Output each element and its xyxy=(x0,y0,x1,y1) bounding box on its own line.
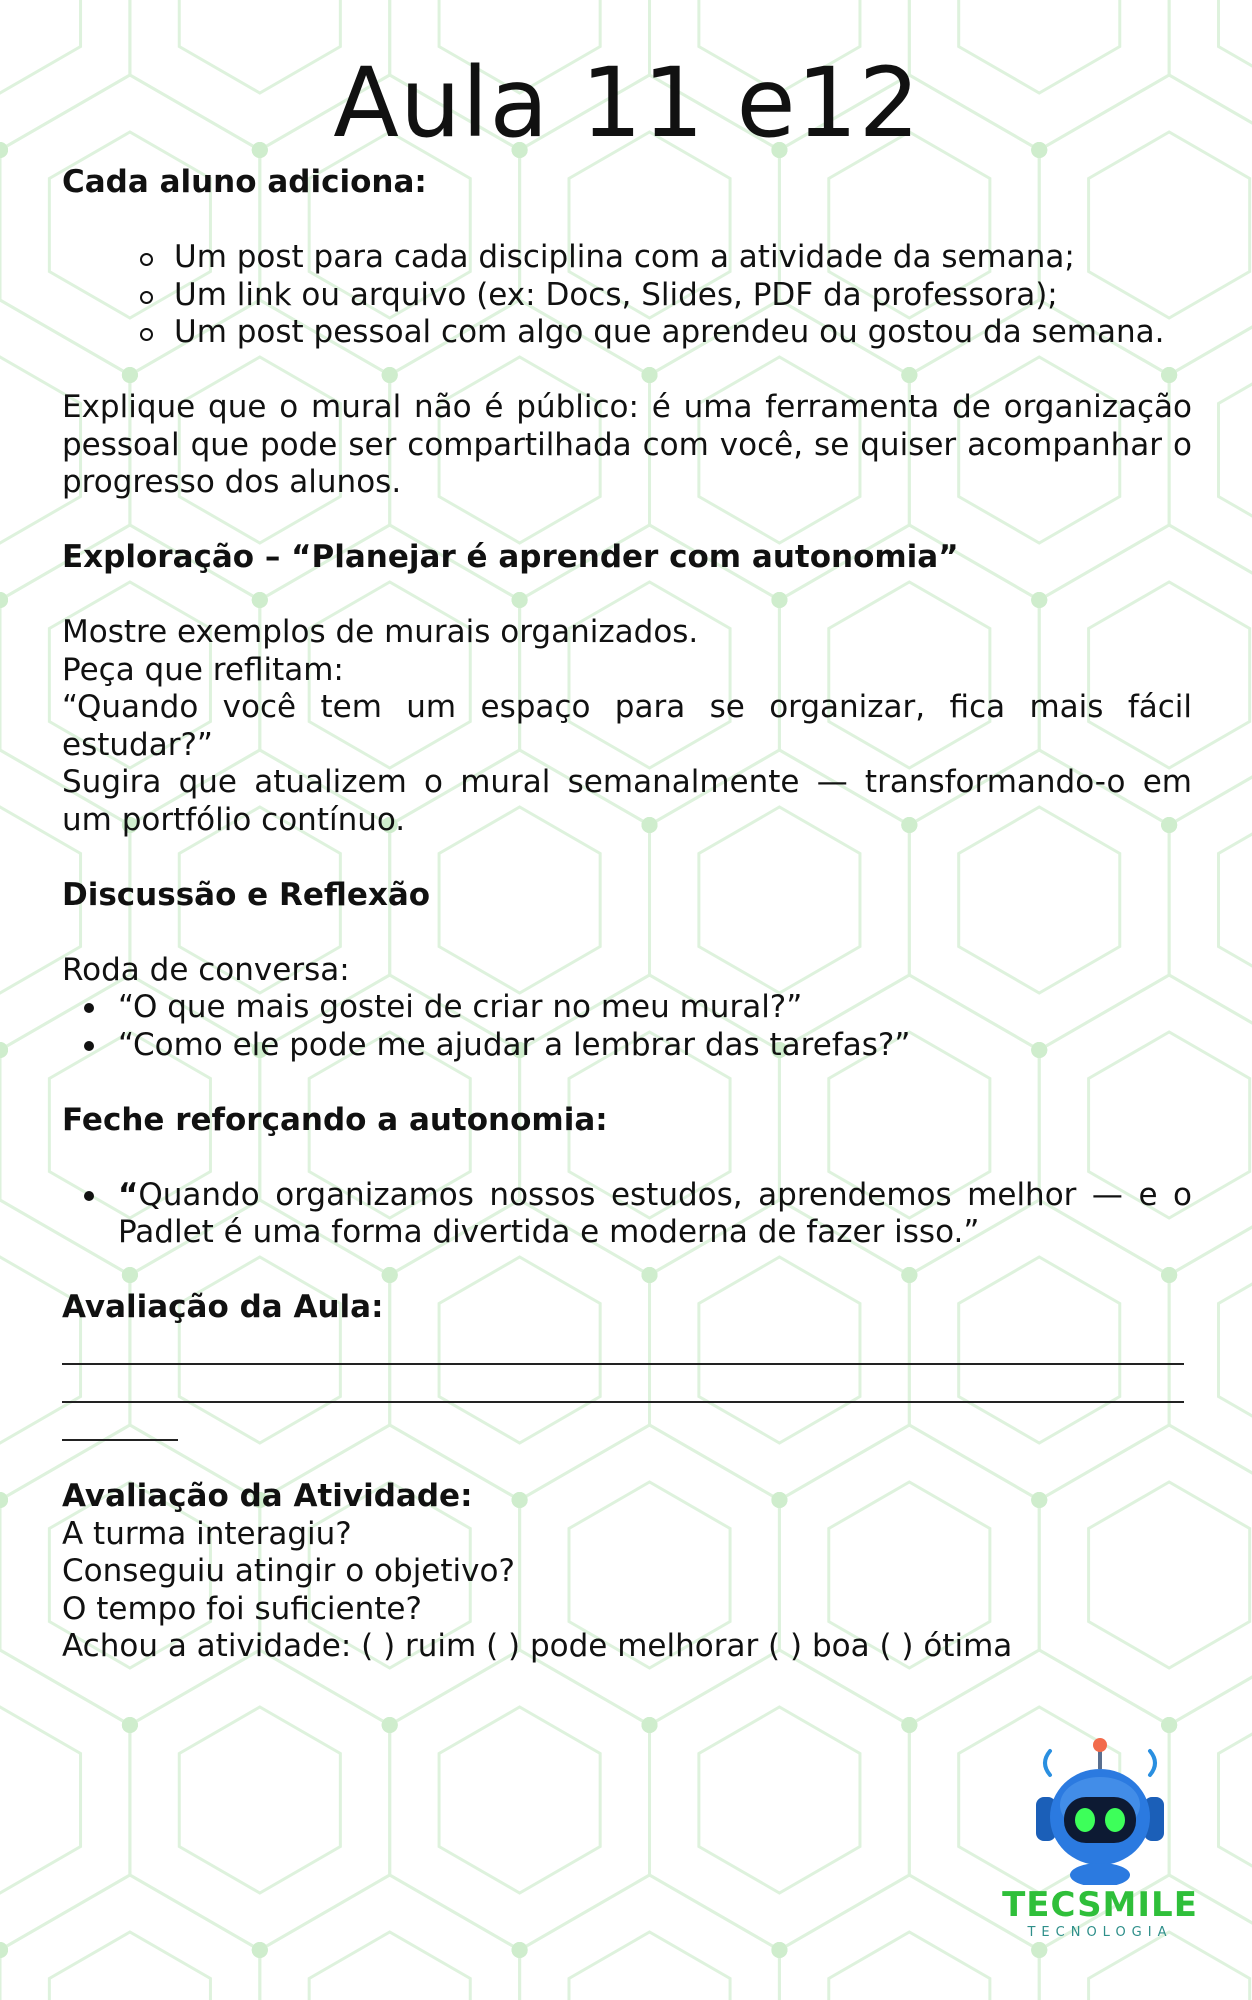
activity-list xyxy=(62,239,1192,352)
section-heading-feche: Feche reforçando a autonomia: xyxy=(62,1101,608,1138)
section-heading-exploracao: Exploração – “Planejar é aprender com autonomia” xyxy=(62,539,959,575)
robot-icon xyxy=(1000,1735,1200,1885)
list-item: Um post pessoal com algo que aprendeu ou gostou da semana. xyxy=(62,314,1192,352)
list-item xyxy=(62,1177,1192,1252)
list-item: Um link ou arquivo (ex: Docs, Slides, PDF da professora); xyxy=(62,277,1192,315)
answer-line xyxy=(62,1365,1184,1403)
quote-open-mark: “ xyxy=(118,1176,139,1213)
text-line: Mostre exemplos de murais organizados. xyxy=(62,614,699,650)
tecsmile-logo xyxy=(1000,1735,1200,1945)
answer-line xyxy=(62,1327,1184,1365)
answer-line xyxy=(62,1403,178,1441)
portfolio-suggestion: Sugira que atualizem o mural semanalmente — transformando-o em um portfólio contínuo. xyxy=(62,764,1192,838)
text-line: Roda de conversa: xyxy=(62,951,350,988)
text-line: “Quando você tem um espaço para se organizar, fica mais fácil estudar?” xyxy=(62,689,1192,763)
discussion-questions xyxy=(62,989,1192,1064)
page-title: Aula 11 e12 xyxy=(333,47,921,159)
document-content xyxy=(62,164,1192,1666)
text-line: Peça que reflitam: xyxy=(62,651,344,688)
text-line: O tempo foi suficiente? xyxy=(62,1590,422,1627)
rating-options: Achou a atividade: ( ) ruim ( ) pode melhorar ( ) boa ( ) ótima xyxy=(62,1628,1013,1664)
logo-subtitle: TECNOLOGIA xyxy=(1027,1925,1173,1940)
mural-explanation: Explique que o mural não é público: é uma ferramenta de organização pessoal que pode ser compartilhada com você, se quiser acompanhar o progresso dos alunos. xyxy=(62,389,1192,500)
closing-quote-list xyxy=(62,1177,1192,1252)
section-heading-discussao: Discussão e Reflexão xyxy=(62,876,431,913)
logo-brand-name: TECSMILE xyxy=(1002,1885,1198,1925)
list-item: Um post para cada disciplina com a atividade da semana; xyxy=(62,239,1192,277)
list-item: “O que mais gostei de criar no meu mural?” xyxy=(62,989,1192,1027)
text-line: Conseguiu atingir o objetivo? xyxy=(62,1553,515,1589)
closing-quote: Quando organizamos nossos estudos, aprendemos melhor — e o Padlet é uma forma divertida e moderna de fazer isso.” xyxy=(118,1176,1192,1250)
section-heading-avaliacao-aula: Avaliação da Aula: xyxy=(62,1289,384,1325)
list-item: “Como ele pode me ajudar a lembrar das tarefas?” xyxy=(62,1027,1192,1065)
section-heading-avaliacao-atividade: Avaliação da Atividade: xyxy=(62,1478,473,1514)
text-line: A turma interagiu? xyxy=(62,1515,352,1552)
section-heading-cada-aluno: Cada aluno adiciona: xyxy=(62,164,427,200)
